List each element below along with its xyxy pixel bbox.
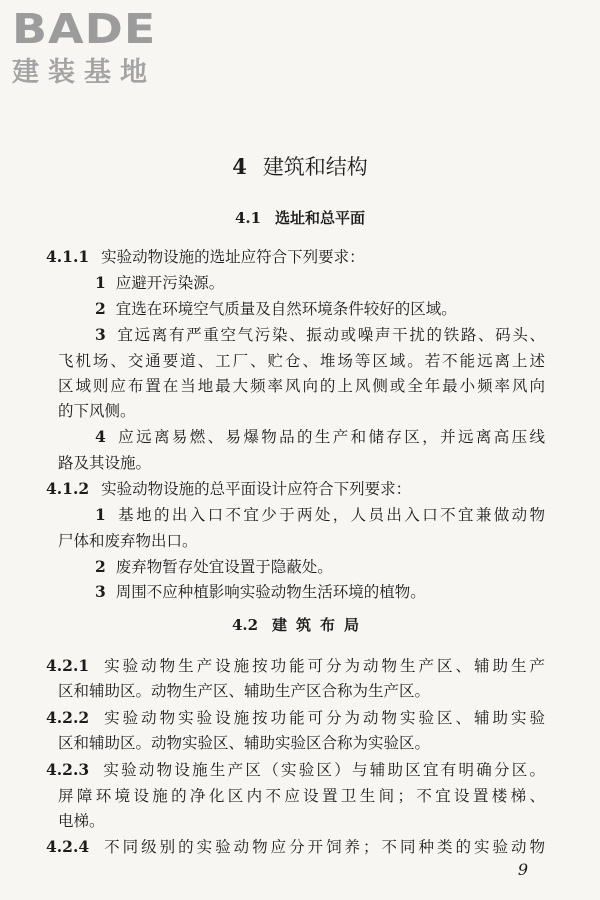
item-number: 1 [95,505,106,524]
section-heading-4-2 [0,614,600,636]
clause-4-2-4 [46,836,545,858]
clause-text: 实验动物生产设施按功能可分为动物生产区、辅助生产 [101,657,545,675]
clause-4-2-2 [46,707,545,729]
text-line: 的下风侧。 [58,402,136,420]
item-text: 应避开污染源。 [115,274,225,292]
clause-4-2-1 [46,655,545,677]
item-number: 3 [95,582,106,601]
item-text: 基地的出入口不宜少于两处，人员出入口不宜兼做动物 [115,506,545,524]
clause-number: 4.2.1 [46,656,90,675]
section-title: 选址和总平面 [275,209,366,227]
clause-text: 实验动物实验设施按功能可分为动物实验区、辅助实验 [101,709,545,727]
clause-text: 实验动物设施的选址应符合下列要求： [101,248,365,266]
text-line: 区域则应布置在当地最大频率风向的上风侧或全年最小频率风向 [58,377,545,395]
clause-number: 4.2.4 [46,837,90,856]
clause-4-2-3 [46,759,545,781]
section-number: 4.2 [231,616,259,634]
clause-number: 4.2.3 [46,760,90,779]
chapter-number: 4 [232,154,247,179]
clause-number: 4.1.2 [46,479,90,498]
item-text: 宜远离有严重空气污染、振动或噪声干扰的铁路、码头、 [115,326,545,344]
clause-number: 4.1.1 [46,247,90,266]
list-item-3 [95,324,545,346]
chapter-title-text: 建筑和结构 [262,155,368,179]
text-line: 区和辅助区。动物生产区、辅助生产区合称为生产区。 [58,682,431,700]
item-number: 1 [95,273,106,292]
item-number: 2 [95,557,106,576]
item-text: 应远离易燃、易爆物品的生产和储存区，并远离高压线 [115,428,545,446]
clause-text: 实验动物设施的总平面设计应符合下列要求： [101,480,412,498]
list-item-4 [95,426,545,448]
list-item-1 [95,272,224,294]
text-line: 电梯。 [58,812,105,830]
text-line: 区和辅助区。动物实验区、辅助实验区合称为实验区。 [58,734,431,752]
item-number: 2 [95,299,106,318]
item-text: 宜选在环境空气质量及自然环境条件较好的区域。 [115,300,457,318]
list-item-2 [95,298,457,320]
list-item-3 [95,581,426,603]
chapter-title [0,152,600,182]
clause-text: 实验动物设施生产区（实验区）与辅助区宜有明确分区。 [101,761,545,779]
item-number: 3 [95,325,106,344]
clause-text: 不同级别的实验动物应分开饲养；不同种类的实验动物 [101,838,545,856]
text-line: 尸体和废弃物出口。 [58,532,198,550]
clause-number: 4.2.2 [46,708,90,727]
clause-4-1-1 [46,246,365,268]
item-number: 4 [95,427,106,446]
text-line: 路及其设施。 [58,454,152,472]
list-item-2 [95,556,333,578]
page-number: 9 [517,860,528,879]
text-line: 飞机场、交通要道、工厂、贮仓、堆场等区域。若不能远离上述 [58,352,545,370]
section-number: 4.1 [234,209,262,227]
logo-mark: BADE [12,4,157,53]
item-text: 废弃物暂存处宜设置于隐蔽处。 [115,558,333,576]
item-text: 周围不应种植影响实验动物生活环境的植物。 [115,583,426,601]
clause-4-1-2 [46,478,411,500]
bade-logo [12,6,182,88]
logo-subtitle: 建装基地 [12,57,156,88]
section-title: 建筑布局 [272,616,369,634]
section-heading-4-1 [0,207,600,229]
list-item-1 [95,504,545,526]
text-line: 屏障环境设施的净化区内不应设置卫生间；不宜设置楼梯、 [58,787,545,805]
